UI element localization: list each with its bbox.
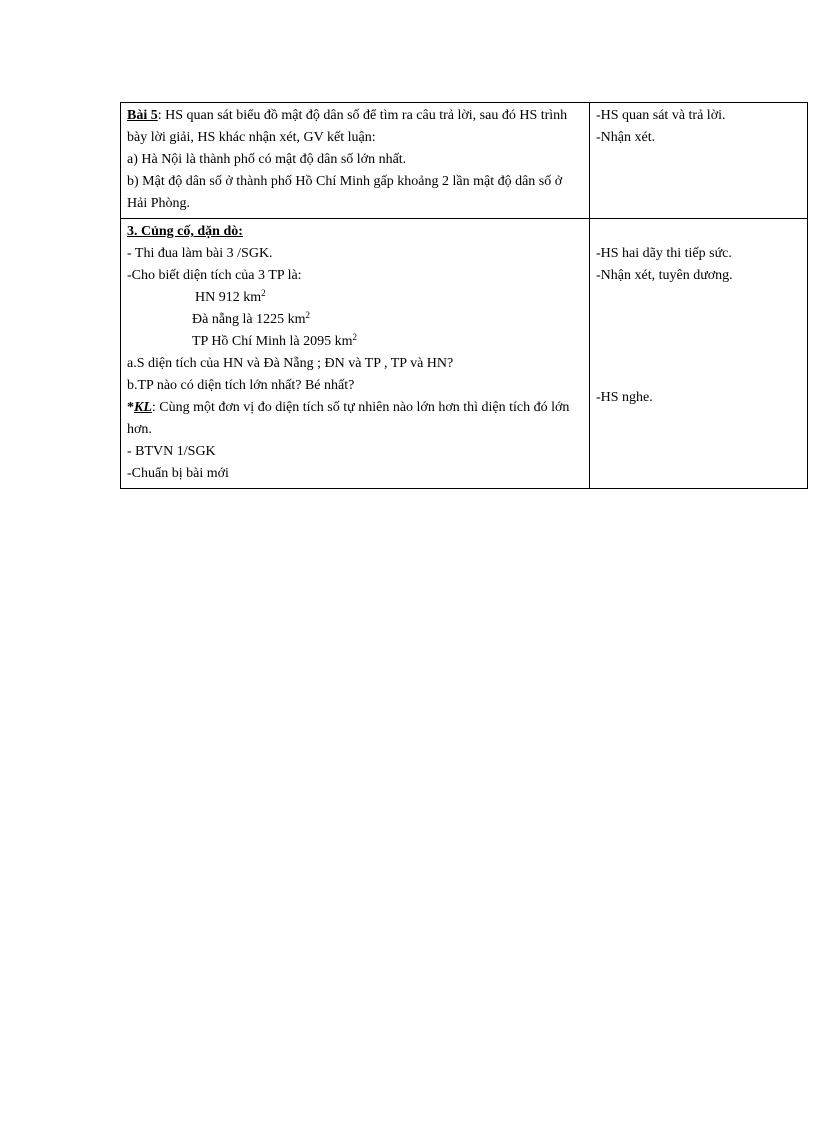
- exercise-5-paragraph: [127, 105, 583, 149]
- table-row: [121, 219, 808, 489]
- exercise-title: Bài 5: [127, 108, 158, 123]
- student-activity-cell: [590, 103, 808, 219]
- question-a: a.S diện tích của HN và Đà Nẵng ; ĐN và TP , TP và HN?: [127, 356, 454, 371]
- exercise-intro: : HS quan sát biểu đồ mật độ dân số để tìm ra câu trả lời, sau đó HS trình bày lời giải, HS khác nhận xét, GV kết luận:: [127, 108, 568, 145]
- preparation-line: -Chuẩn bị bài mới: [127, 466, 229, 481]
- homework-line: - BTVN 1/SGK: [127, 444, 216, 459]
- section-heading: 3. Củng cố, dặn dò:: [127, 224, 243, 239]
- teacher-activity-cell: [121, 219, 590, 489]
- student-line: -HS hai dãy thi tiếp sức.: [596, 246, 732, 261]
- student-line: -HS nghe.: [596, 390, 653, 405]
- answer-b: b) Mật độ dân số ở thành phố Hồ Chí Minh gấp khoảng 2 lần mật độ dân số ở Hải Phòng.: [127, 174, 563, 211]
- area-hcm: TP Hồ Chí Minh là 2095 $km^2$: [192, 332, 357, 349]
- text-line: - Thi đua làm bài 3 /SGK.: [127, 246, 273, 261]
- text-line: -Cho biết diện tích của 3 TP là:: [127, 268, 302, 283]
- student-line: -HS quan sát và trả lời.: [596, 108, 726, 123]
- lesson-plan-table: [120, 102, 808, 489]
- teacher-activity-cell: [121, 103, 590, 219]
- question-b: b.TP nào có diện tích lớn nhất? Bé nhất?: [127, 378, 355, 393]
- table-row: [121, 103, 808, 219]
- student-line: -Nhận xét, tuyên dương.: [596, 268, 733, 283]
- student-line: -Nhận xét.: [596, 130, 656, 145]
- student-activity-cell: [590, 219, 808, 489]
- answer-a: a) Hà Nội là thành phố có mật độ dân số lớn nhất.: [127, 152, 407, 167]
- area-hanoi: HN 912 $km^2$: [195, 288, 266, 305]
- area-danang: Đà nẵng là 1225 $km^2$: [192, 310, 311, 327]
- conclusion: *KL: Cùng một đơn vị đo diện tích số tự nhiên nào lớn hơn thì diện tích đó lớn hơn.: [127, 400, 570, 437]
